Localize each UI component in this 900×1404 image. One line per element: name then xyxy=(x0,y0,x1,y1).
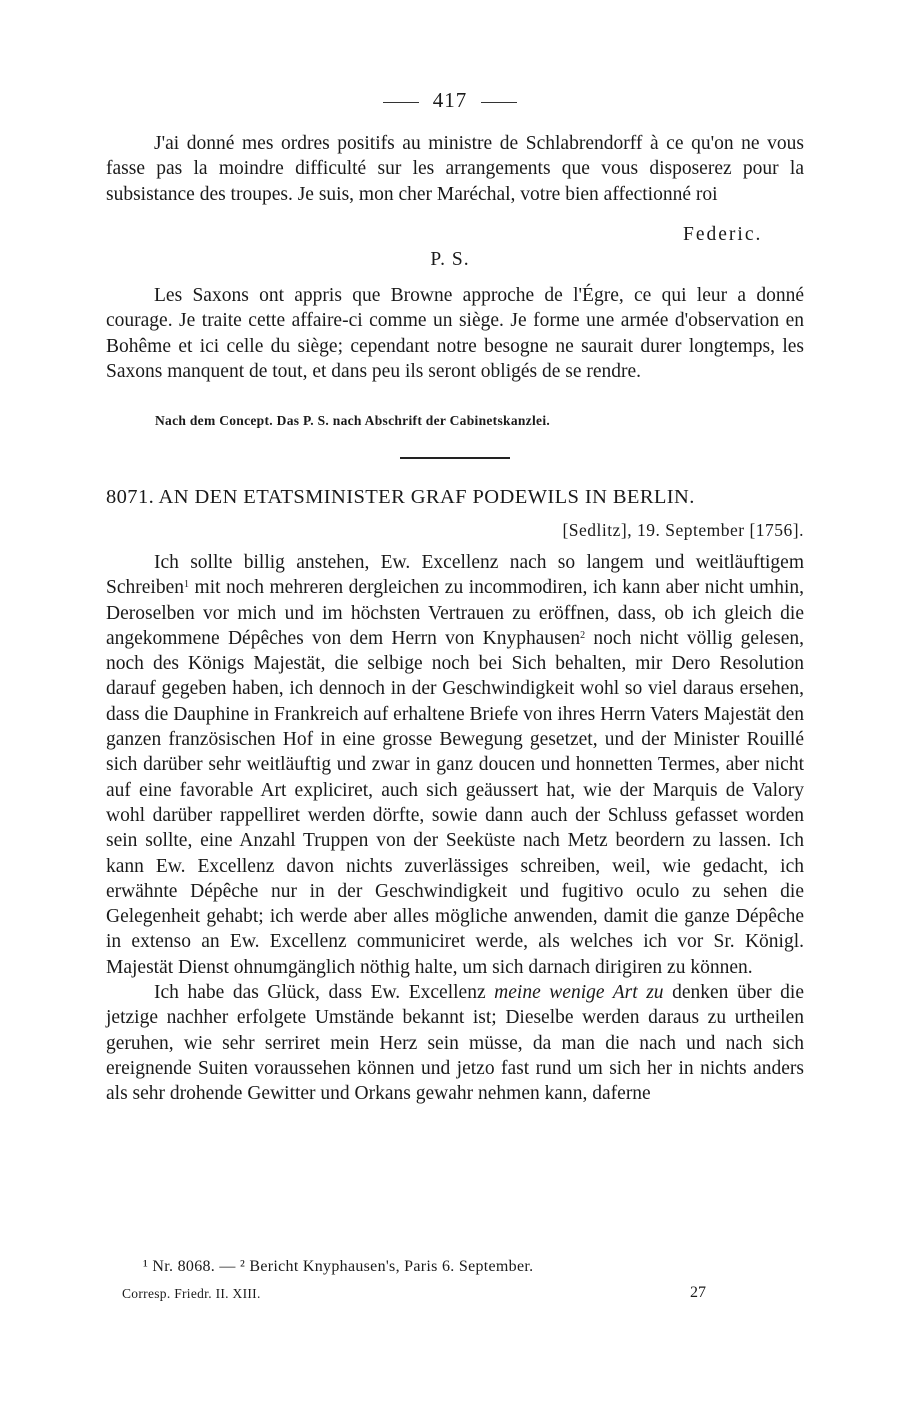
letter-close xyxy=(106,131,804,207)
signature: Federic. xyxy=(683,224,763,245)
page-number: 417 xyxy=(432,88,468,112)
body-paragraph-1 xyxy=(106,550,804,980)
dateline: [Sedlitz], 19. September [1756]. xyxy=(562,520,804,540)
letter-close-paragraph: J'ai donné mes ordres positifs au ministre de Schlabrendorff à ce qu'on ne vous fasse pas la moindre difficulté sur les arrangements que vous disposerez pour la subsistance des troupes. Je suis, mon cher Maréchal, votre bien affectionné roi xyxy=(106,133,804,205)
paragraph2-part2: denken über die jetzige nachher erfolgete Umstände bekannt ist; Dieselbe werden daraus zu urtheilen geruhen, wie sehr serriret mein Herz sein müsse, da man die nach und nach sich ereignende Suiten voraussehen können und jetzo fast rund um sich her in nichts anders als sehr drohende Gewitter und Orkans gewahr nehmen kann, daferne xyxy=(106,982,804,1105)
footnote-marker-1: 1 xyxy=(183,579,189,591)
header-dash-left xyxy=(383,102,419,103)
section-divider xyxy=(400,457,510,459)
postscript-body xyxy=(106,283,804,384)
paragraph2-part1: Ich habe das Glück, dass Ew. Excellenz xyxy=(154,982,495,1004)
header-dash-right xyxy=(481,102,517,103)
postscript-heading: P. S. xyxy=(430,249,470,270)
source-note: Nach dem Concept. Das P. S. nach Abschrift der Cabinetskanzlei. xyxy=(155,413,551,428)
signature-mark: 27 xyxy=(690,1284,706,1301)
page-header xyxy=(0,88,900,113)
footnotes: ¹ Nr. 8068. — ² Bericht Knyphausen's, Paris 6. September. xyxy=(143,1258,534,1275)
paragraph2-italic: meine wenige Art zu xyxy=(494,982,664,1004)
paragraph1-part2: mit noch mehreren dergleichen zu incommodiren, ich kann aber nicht umhin, Deroselben vor mich und im höchsten Vertrauen zu eröffnen, dass, ob ich gleich die angekommene Dépêches von dem Herrn von Knyphausen xyxy=(106,577,804,649)
postscript-paragraph: Les Saxons ont appris que Browne approche de l'Égre, ce qui leur a donné courage. Je traite cette affaire-ci comme un siège. Je forme une armée d'observation en Bohême et ici celle du siège; cependant notre besogne ne saurait durer longtemps, les Saxons manquent de tout, et dans peu ils seront obligés de se rendre. xyxy=(106,285,804,382)
footnote-marker-2: 2 xyxy=(580,629,586,641)
body-paragraph-2 xyxy=(106,980,804,1106)
series-footer: Corresp. Friedr. II. XIII. xyxy=(122,1286,261,1301)
document-body xyxy=(106,550,804,1107)
paragraph1-part3: noch nicht völlig gelesen, noch des Königs Majestät, die selbige noch bei Sich behalten, mir Dero Resolution darauf gegeben haben, ich dennoch in der Geschwindigkeit wohl so viel daraus ersehen, dass die Dauphine in Frankreich auf erhaltene Briefe von ihres Herrn Vaters Majestät den ganzen französischen Hof in eine grosse Bewegung gesetzet, und der Minister Rouillé sich darüber sehr weitläuftig und zwar in ganz doucen und honnetten Termes, aber nicht auf eine favorable Art expliciret, auch sich geäussert hat, wie der Marquis de Valory wohl darüber rappelliret werden dörfte, sowie dann auch der Schluss gefasset worden sein sollte, eine Anzahl Truppen von der Seeküste nach Metz beordern zu lassen. Ich kann Ew. Excellenz davon nichts zuverlässiges schreiben, weil, wie gedacht, ich erwähnte Dépêche nur in der Geschwindigkeit und fugitivo oculo zu sehen die Gelegenheit gehabt; ich werde aber alles mögliche anwenden, damit die ganze Dépêche in extenso an Ew. Excellenz communiciret werde, als welches ich vor Sr. Königl. Majestät Dienst ohnumgänglich nöthig halte, um sich darnach dirigiren zu können. xyxy=(106,627,804,978)
paragraph1-part1: Ich sollte billig anstehen, Ew. Excellenz nach so langem und weitläuftigem Schreiben xyxy=(106,552,804,599)
document-title: 8071. AN DEN ETATSMINISTER GRAF PODEWILS IN BERLIN. xyxy=(106,486,695,508)
